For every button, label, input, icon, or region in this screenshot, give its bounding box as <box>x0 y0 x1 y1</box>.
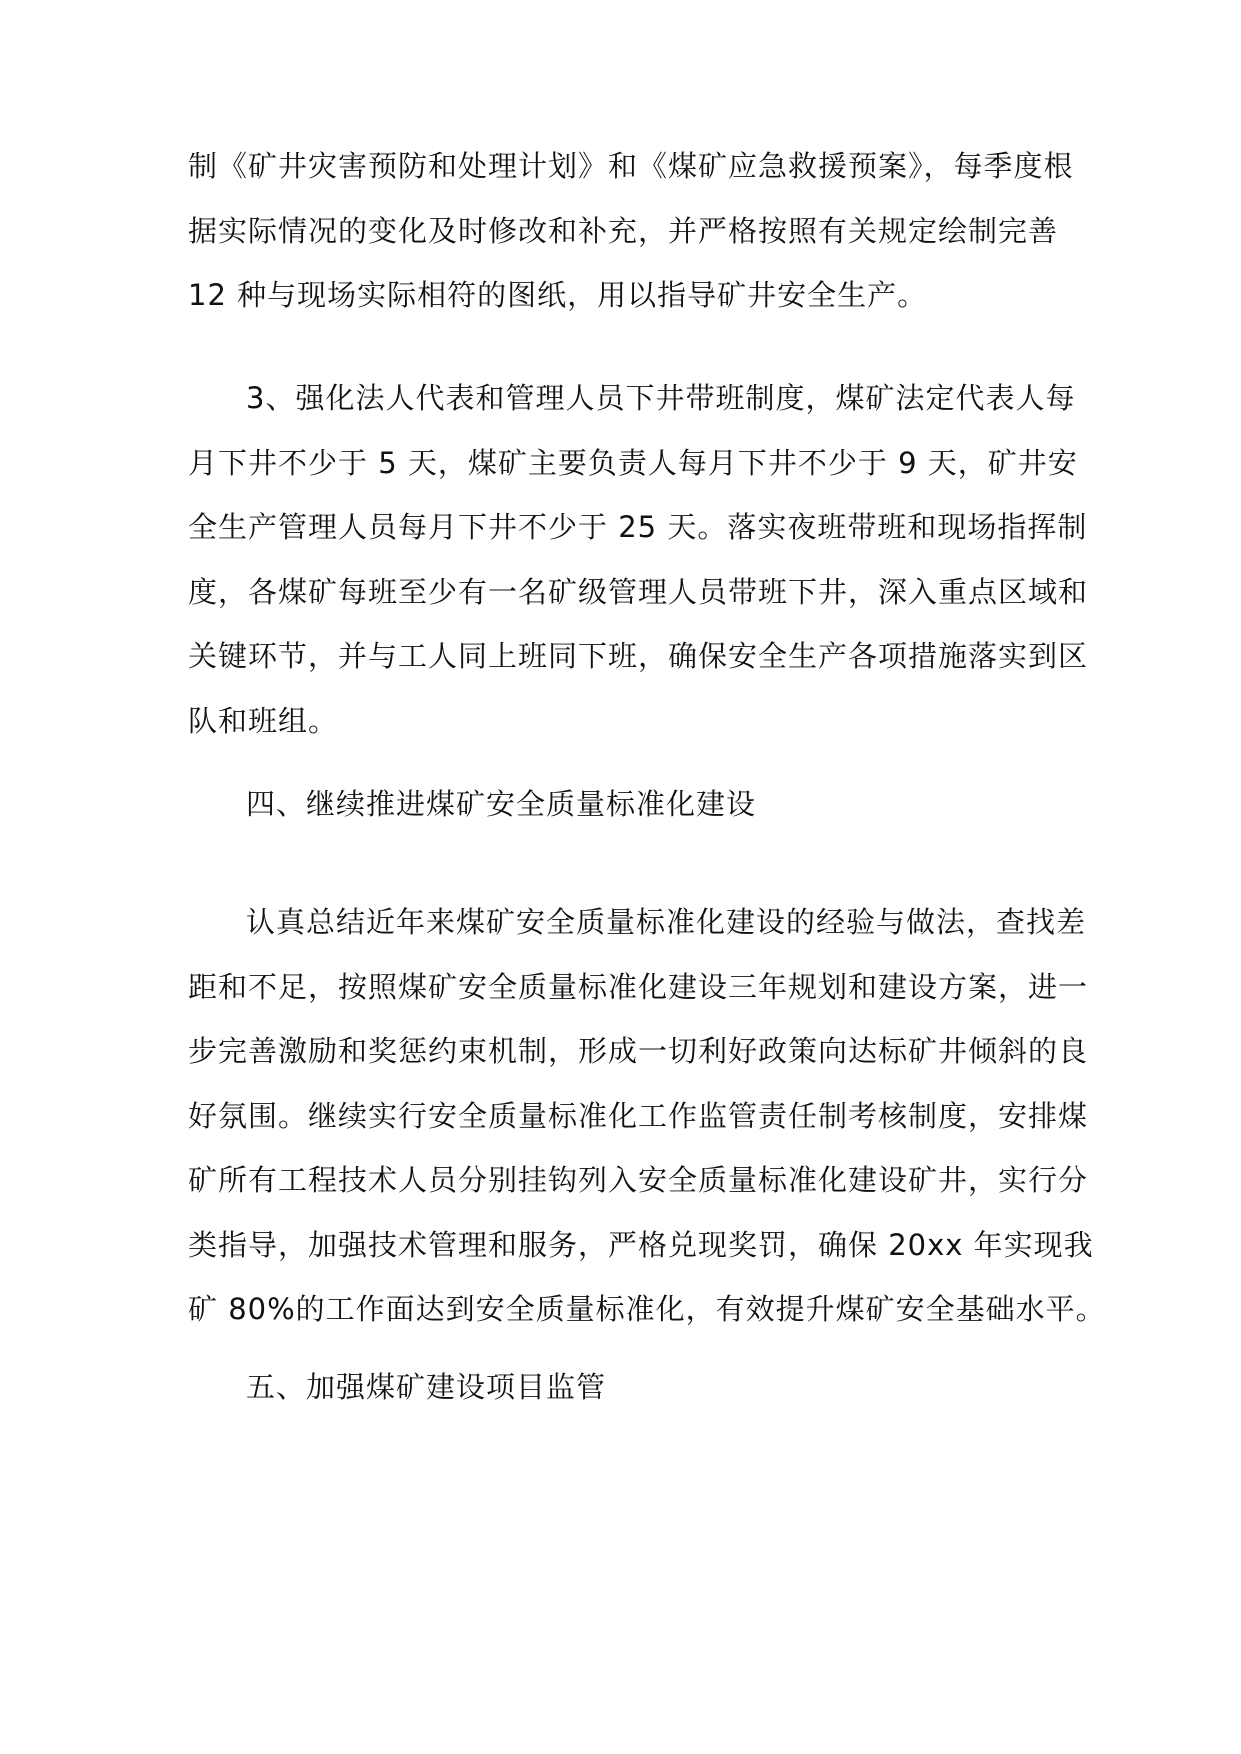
section-heading-5 <box>188 1355 1068 1420</box>
text-line: 度，各煤矿每班至少有一名矿级管理人员带班下井，深入重点区域和 <box>188 574 1089 609</box>
text-line: 12 种与现场实际相符的图纸，用以指导矿井安全生产。 <box>188 278 928 312</box>
text-line: 据实际情况的变化及时修改和补充，并严格按照有关规定绘制完善 <box>188 213 1059 248</box>
text-line: 3、强化法人代表和管理人员下井带班制度，煤矿法定代表人每 <box>246 381 1076 415</box>
text-line: 制《矿井灾害预防和处理计划》和《煤矿应急救援预案》，每季度根 <box>188 149 1074 183</box>
text-line: 类指导，加强技术管理和服务，严格兑现奖罚，确保 20xx 年实现我 <box>188 1227 1094 1262</box>
paragraph-shift-leadership <box>188 366 1089 753</box>
text-line: 队和班组。 <box>188 703 339 738</box>
paragraph-standardization <box>188 890 1106 1342</box>
text-line: 关键环节，并与工人同上班同下班，确保安全生产各项措施落实到区 <box>188 639 1089 673</box>
text-line: 步完善激励和奖惩约束机制，形成一切利好政策向达标矿井倾斜的良 <box>188 1034 1089 1068</box>
paragraph-disaster-plan <box>188 134 1074 328</box>
section-heading-text: 四、继续推进煤矿安全质量标准化建设 <box>246 787 757 821</box>
text-line: 月下井不少于 5 天，煤矿主要负责人每月下井不少于 9 天，矿井安 <box>188 445 1078 480</box>
text-line: 好氛围。继续实行安全质量标准化工作监管责任制考核制度，安排煤 <box>188 1098 1089 1133</box>
section-heading-text: 五、加强煤矿建设项目监管 <box>246 1370 607 1404</box>
text-line: 矿 80%的工作面达到安全质量标准化，有效提升煤矿安全基础水平。 <box>188 1292 1106 1326</box>
text-line: 距和不足，按照煤矿安全质量标准化建设三年规划和建设方案，进一 <box>188 969 1089 1004</box>
text-line: 矿所有工程技术人员分别挂钩列入安全质量标准化建设矿井，实行分 <box>188 1163 1089 1197</box>
text-line: 认真总结近年来煤矿安全质量标准化建设的经验与做法，查找差 <box>246 905 1087 939</box>
section-heading-4 <box>188 772 1068 837</box>
text-line: 全生产管理人员每月下井不少于 25 天。落实夜班带班和现场指挥制 <box>188 510 1088 544</box>
